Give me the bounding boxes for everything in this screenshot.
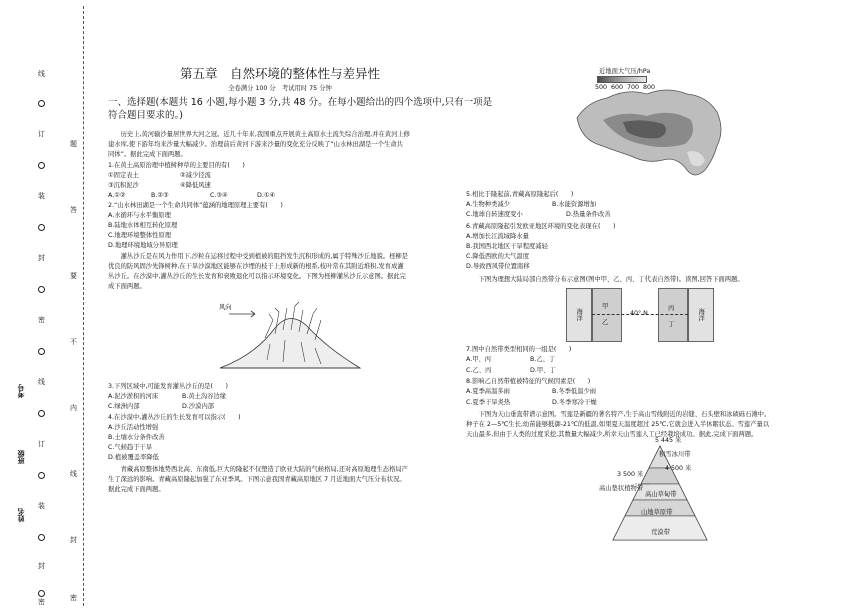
class-label: 班级 bbox=[17, 450, 25, 464]
choice: A.①② bbox=[108, 192, 126, 199]
belt-yi: 乙 bbox=[602, 319, 609, 326]
choice: B.②③ bbox=[151, 192, 169, 199]
name-label: 姓名 bbox=[17, 508, 25, 522]
passage-line: 青藏高原整体地势西北高、东南低,巨大的隆起不仅塑造了欧亚大陆的气候格局,还对高原地理生态格局产 bbox=[108, 466, 408, 473]
belt-label: 山地草原带 bbox=[641, 509, 673, 516]
passage-line: 同体”。据此完成下面两题。 bbox=[108, 151, 187, 158]
option: D.导致西风带位置南移 bbox=[466, 263, 530, 270]
legend-tick: 700 bbox=[627, 84, 640, 91]
sea-label-right: 海洋 bbox=[697, 308, 705, 321]
belt-label: 荒漠带 bbox=[651, 529, 670, 536]
passage-line: 优良的防风固沙先锋树种,在干旱沙漠地区能够在沙埋的枝干上形成新的根系,枝叶常在其附近堆积,发育成灌 bbox=[108, 263, 404, 270]
legend-tick: 800 bbox=[643, 84, 656, 91]
natural-belt-figure bbox=[566, 288, 714, 342]
binding-hole bbox=[38, 472, 45, 479]
question-stem: 4.在沙漠中,灌丛沙丘的生长发育可以指示( ) bbox=[108, 414, 241, 421]
margin-char: 密 bbox=[70, 594, 77, 602]
binding-hole bbox=[38, 590, 45, 597]
question-stem: 3.下列区域中,可能发育灌丛沙丘的是( ) bbox=[108, 383, 228, 390]
binding-hole bbox=[38, 100, 45, 107]
plateau-pressure-map bbox=[567, 60, 732, 188]
option: A.甲、丙 bbox=[466, 356, 492, 363]
option: A.泥沙淤积的河床 bbox=[108, 393, 159, 400]
binding-hole bbox=[38, 410, 45, 417]
option: A.沙丘活动性增强 bbox=[108, 424, 159, 431]
sea-label-left: 海洋 bbox=[575, 308, 583, 321]
land-left bbox=[592, 288, 622, 342]
option: C.地理环境整体性原理 bbox=[108, 232, 172, 239]
margin-char: 内 bbox=[70, 404, 77, 412]
section-heading: 一、选择题(本题共 16 小题,每小题 3 分,共 48 分。在每小题给出的四个选项中,只有一项是 bbox=[108, 97, 493, 108]
option: C.降低西欧的大气温度 bbox=[466, 253, 530, 260]
option: C.地球自转速度变小 bbox=[466, 211, 523, 218]
margin-char: 装 bbox=[38, 192, 45, 200]
side-belt-label: 高山垫状植物带 bbox=[599, 485, 644, 492]
margin-char: 密 bbox=[38, 598, 45, 606]
option: ④降低风速 bbox=[180, 182, 211, 189]
option: B.我国西北地区干旱程度减轻 bbox=[466, 243, 548, 250]
belt-jia: 甲 bbox=[602, 303, 609, 310]
option: ②减少径流 bbox=[180, 172, 211, 179]
latitude-label: 40° N bbox=[630, 310, 648, 317]
binding-hole bbox=[38, 162, 45, 169]
dune-figure bbox=[215, 300, 365, 370]
option: A.水循环与水平衡原理 bbox=[108, 212, 171, 219]
option: B.陆地水体相互转化原理 bbox=[108, 222, 178, 229]
margin-char: 封 bbox=[70, 536, 77, 544]
margin-char: 订 bbox=[38, 130, 45, 138]
margin-char: 订 bbox=[38, 440, 45, 448]
belt-label: 高山草甸带 bbox=[645, 491, 677, 498]
passage-line: 历史上,黄河输沙量居世界大河之冠。近几十年来,我国重点开展黄土高原水土流失综合治理,并在黄河上修 bbox=[108, 131, 410, 138]
margin-char: 要 bbox=[70, 272, 77, 280]
legend-tick: 500 bbox=[595, 84, 608, 91]
chapter-title: 第五章 自然环境的整体性与差异性 bbox=[179, 66, 380, 81]
option: ①固定表土 bbox=[108, 172, 139, 179]
option: A.增加长江流域降水量 bbox=[466, 233, 529, 240]
tianshan-figure bbox=[599, 437, 715, 546]
binding-hole bbox=[38, 348, 45, 355]
option: B.乙、丁 bbox=[530, 356, 556, 363]
passage-line: 建水库,使下游年均来沙量大幅减少。治理前后黄河下游来沙量的变化充分反映了“山水林田湖是一个生命共 bbox=[108, 141, 403, 148]
height-label: 3 500 米 bbox=[617, 471, 644, 478]
legend-title: 近地面大气压/hPa bbox=[599, 68, 651, 75]
option: A.夏季高温多雨 bbox=[466, 388, 510, 395]
margin-char: 装 bbox=[38, 502, 45, 510]
margin-char: 题 bbox=[70, 140, 77, 148]
choice: C.③④ bbox=[210, 192, 228, 199]
option: D.地理环境地域分异原理 bbox=[108, 242, 178, 249]
passage-line: 丛沙丘。在沙漠中,灌丛沙丘的生长发育和衰败退化可以指示环境变化。下图为柽柳灌丛沙丘示意图。据此完 bbox=[108, 273, 406, 280]
binding-hole bbox=[38, 286, 45, 293]
margin-char: 密 bbox=[38, 316, 45, 324]
wind-direction-label: 风向 bbox=[219, 304, 232, 311]
margin-char: 线 bbox=[70, 470, 77, 478]
question-stem: 8.影响乙自然带植被特征的气候因素是( ) bbox=[466, 378, 591, 385]
margin-char: 线 bbox=[38, 70, 45, 78]
peak-height: 5 445 米 bbox=[655, 437, 682, 444]
margin-char: 封 bbox=[38, 254, 45, 262]
land-right bbox=[658, 288, 688, 342]
passage-line: 下图为理想大陆局部自然带分布示意图(图中甲、乙、丙、丁代表自然带)。读图,回答下面两题。 bbox=[466, 276, 744, 283]
question-stem: 7.图中自然带类型相同的一组是( ) bbox=[466, 346, 572, 353]
option: D.冬季寒冷干燥 bbox=[552, 399, 597, 406]
binding-hole bbox=[38, 534, 45, 541]
exam-number-label: 考号 bbox=[17, 384, 25, 398]
option: C.绿洲内部 bbox=[108, 403, 140, 410]
option: D.植被覆盖率降低 bbox=[108, 454, 159, 461]
question-stem: 1.在黄土高原治理中植树种草的主要目的有( ) bbox=[108, 162, 245, 169]
option: C.夏季干旱炎热 bbox=[466, 399, 511, 406]
height-label: 4 500 米 bbox=[665, 465, 692, 472]
passage-line: 生了深远的影响。青藏高原隆起加强了东亚季风。下图示意我国青藏高原地区 7 月近地面大气压分布状况。 bbox=[108, 476, 406, 483]
option: D.热量条件改善 bbox=[566, 211, 611, 218]
belt-ding: 丁 bbox=[668, 321, 675, 328]
option: D.沙漠内部 bbox=[182, 403, 215, 410]
option: A.生物种类减少 bbox=[466, 201, 510, 208]
legend-bar bbox=[597, 76, 647, 83]
option: D.甲、丁 bbox=[530, 367, 556, 374]
passage-line: 天山最多,但由于人类的过度采挖,其数量大幅减少,所幸天山雪莲人工已经栽培成功。据此,完成下面两题。 bbox=[466, 431, 758, 438]
question-stem: 2.“山水林田湖是一个生命共同体”蕴涵的地理原理主要有( ) bbox=[108, 202, 283, 209]
margin-char: 答 bbox=[70, 206, 77, 214]
passage-line: 成下面两题。 bbox=[108, 283, 146, 290]
belt-label: 积雪冰川带 bbox=[659, 451, 691, 458]
choice: D.①④ bbox=[257, 192, 276, 199]
option: C.气候趋于干旱 bbox=[108, 444, 153, 451]
option: B.水能资源增加 bbox=[552, 201, 597, 208]
question-stem: 5.相比于隆起前,青藏高原隆起后( ) bbox=[466, 191, 574, 198]
binding-hole bbox=[38, 224, 45, 231]
option: B.冬季低温少雨 bbox=[552, 388, 597, 395]
belt-bing: 丙 bbox=[668, 305, 675, 312]
passage-line: 灌丛沙丘是在风力作用下,沙粒在运移过程中受到植被的阻挡发生沉积形成的,属于特殊沙丘地貌。柽柳是 bbox=[108, 253, 408, 260]
passage-line: 据此完成下面两题。 bbox=[108, 486, 165, 493]
margin-char: 线 bbox=[38, 378, 45, 386]
option: B.黄土沟谷边缘 bbox=[182, 393, 227, 400]
margin-char: 不 bbox=[70, 338, 77, 346]
passage-line: 下图为天山垂直带谱示意图。雪莲是新疆的著名特产,生于高山雪线附近的岩缝、石头壁和冰碛砾石滩中。 bbox=[466, 411, 771, 418]
legend-tick: 600 bbox=[611, 84, 624, 91]
exam-info: 全卷满分 100 分 考试用时 75 分钟 bbox=[228, 85, 332, 92]
passage-line: 种子在 2—5℃生长,幼苗能够抵御-21℃的低温,如果夏天温度超过 25℃,它就会进入半休眠状态。雪莲产量以 bbox=[466, 421, 770, 428]
section-heading-cont: 符合题目要求的。) bbox=[108, 110, 183, 121]
option: B.土壤水分条件改善 bbox=[108, 434, 165, 441]
margin-char: 封 bbox=[38, 562, 45, 570]
option: ③沉积泥沙 bbox=[108, 182, 139, 189]
question-stem: 6.青藏高原隆起引发欧亚地区环境的变化表现在( ) bbox=[466, 223, 616, 230]
binding-line bbox=[83, 6, 84, 606]
option: C.乙、丙 bbox=[466, 367, 492, 374]
